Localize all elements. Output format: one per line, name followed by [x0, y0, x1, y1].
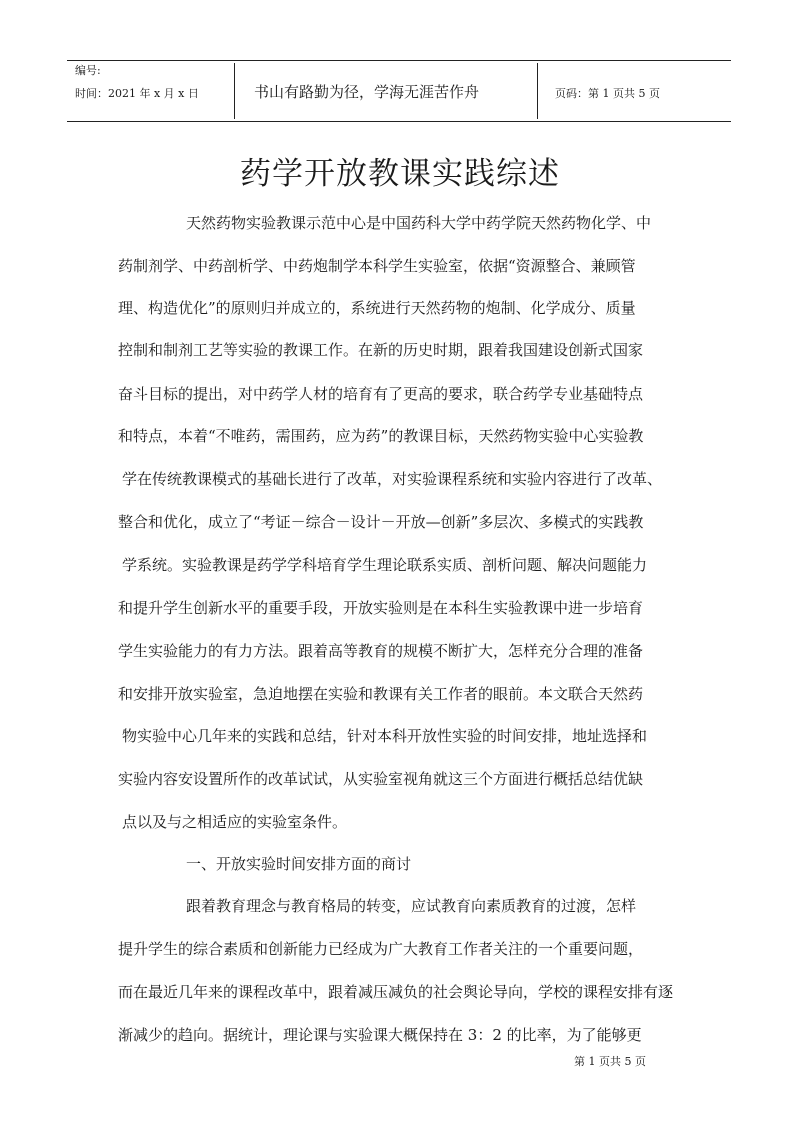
header-motto: 书山有路勤为径，学海无涯苦作舟: [254, 83, 480, 101]
body-line: 理、构造优化”的原则归并成立的，系统进行天然药物的炮制、化学成分、质量: [118, 299, 636, 317]
body-line: 和安排开放实验室，急迫地摆在实验和教课有关工作者的眼前。本文联合天然药: [118, 685, 644, 703]
body-line: 学生实验能力的有力方法。跟着高等教育的规模不断扩大，怎样充分合理的准备: [118, 642, 644, 660]
body-line: 学在传统教课模式的基础长进行了改革，对实验课程系统和实验内容进行了改革、: [122, 470, 663, 488]
body-line: 跟着教育理念与教育格局的转变，应试教育向素质教育的过渡，怎样: [186, 897, 637, 915]
header-page-info: 页码：第 1 页共 5 页: [555, 87, 660, 100]
header-divider: [537, 63, 538, 119]
body-line: 奋斗目标的提出，对中药学人材的培育有了更高的要求，联合药学专业基础特点: [118, 385, 644, 403]
body-line: 而在最近几年来的课程改革中，跟着减压减负的社会舆论导向，学校的课程安排有逐: [118, 983, 674, 1001]
body-line: 和特点，本着“不唯药，需围药，应为药”的教课目标，天然药物实验中心实验教: [118, 427, 644, 445]
body-line: 学系统。实验教课是药学学科培育学生理论联系实质、剖析问题、解决问题能力: [122, 556, 648, 574]
body-line: 药制剂学、中药剖析学、中药炮制学本科学生实验室，依据“资源整合、兼顾管: [118, 257, 636, 275]
header-meta: [67, 61, 237, 121]
document-title: 药学开放教课实践综述: [240, 156, 560, 192]
page-header: [67, 60, 731, 122]
body-line: 渐减少的趋向。据统计，理论课与实验课大概保持在 3：2 的比率，为了能够更: [118, 1026, 642, 1044]
body-line: 实验内容安设置所作的改革试试，从实验室视角就这三个方面进行概括总结优缺: [118, 770, 644, 788]
body-line: 控制和制剂工艺等实验的教课工作。在新的历史时期，跟着我国建设创新式国家: [118, 341, 644, 359]
section-heading: 一、开放实验时间安排方面的商讨: [186, 855, 412, 873]
body-line: 和提升学生创新水平的重要手段，开放实验则是在本科生实验教课中进一步培育: [118, 599, 644, 617]
body-line: 点以及与之相适应的实验室条件。: [122, 813, 348, 831]
page-footer: 第 1 页共 5 页: [574, 1055, 646, 1068]
document-number-label: 编号:: [75, 64, 101, 77]
body-line: 天然药物实验教课示范中心是中国药科大学中药学院天然药物化学、中: [186, 214, 652, 232]
body-line: 物实验中心几年来的实践和总结，针对本科开放性实验的时间安排，地址选择和: [122, 727, 648, 745]
body-line: 整合和优化，成立了“考证－综合－设计－开放—创新”多层次、多模式的实践教: [118, 513, 644, 531]
body-line: 提升学生的综合素质和创新能力已经成为广大教育工作者关注的一个重要问题，: [118, 940, 644, 958]
document-date: 时间：2021 年 x 月 x 日: [75, 87, 199, 100]
header-divider: [234, 63, 235, 119]
